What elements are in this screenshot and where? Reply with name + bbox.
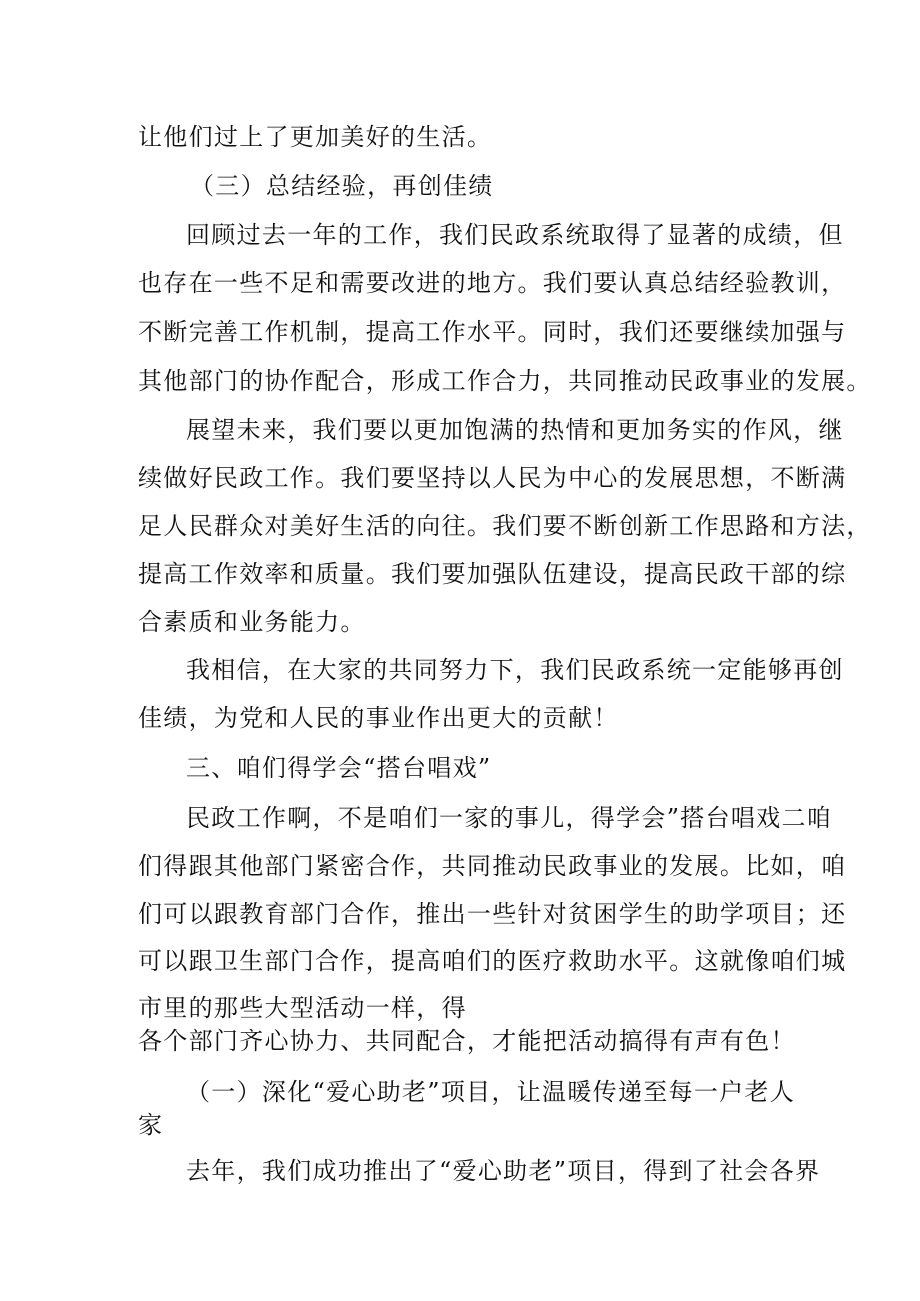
paragraph-line: 让他们过上了更加美好的生活。 — [138, 123, 493, 151]
paragraph-line: 们可以跟教育部门合作，推出一些针对贫困学生的助学项目；还 — [138, 900, 847, 928]
paragraph-line: 提高工作效率和质量。我们要加强队伍建设，提高民政干部的综 — [138, 560, 847, 588]
section-heading-continued: 家 — [138, 1111, 164, 1139]
paragraph-line: 足人民群众对美好生活的向往。我们要不断创新工作思路和方法， — [138, 512, 872, 540]
paragraph-line: 市里的那些大型活动一样，得 — [138, 994, 467, 1022]
paragraph-line: 我相信，在大家的共同努力下，我们民政系统一定能够再创 — [186, 656, 844, 684]
chapter-heading: 三、咱们得学会“搭台唱戏” — [186, 754, 492, 782]
paragraph-line: 们得跟其他部门紧密合作，共同推动民政事业的发展。比如，咱 — [138, 852, 847, 880]
paragraph-line: 续做好民政工作。我们要坚持以人民为中心的发展思想，不断满 — [138, 464, 847, 492]
paragraph-line: 也存在一些不足和需要改进的地方。我们要认真总结经验教训， — [138, 269, 847, 297]
paragraph-line: 合素质和业务能力。 — [138, 608, 366, 636]
paragraph-line: 可以跟卫生部门合作，提高咱们的医疗救助水平。这就像咱们城 — [138, 947, 847, 975]
paragraph-line: 各个部门齐心协力、共同配合，才能把活动搞得有声有色！ — [138, 1027, 796, 1055]
paragraph-line: 不断完善工作机制，提高工作水平。同时，我们还要继续加强与 — [138, 318, 847, 346]
paragraph-line: 其他部门的协作配合，形成工作合力，共同推动民政事业的发展。 — [138, 367, 872, 395]
paragraph-line: 去年，我们成功推出了“爱心助老”项目，得到了社会各界 — [186, 1157, 821, 1185]
section-heading: （一）深化“爱心助老”项目，让温暖传递至每一户老人 — [186, 1078, 796, 1106]
paragraph-line: 民政工作啊，不是咱们一家的事儿，得学会”搭台唱戏二咱 — [186, 804, 833, 832]
section-heading: （三）总结经验，再创佳绩 — [190, 172, 494, 200]
paragraph-line: 展望未来，我们要以更加饱满的热情和更加务实的作风，继 — [186, 416, 844, 444]
paragraph-line: 回顾过去一年的工作，我们民政系统取得了显著的成绩，但 — [186, 221, 844, 249]
paragraph-line: 佳绩，为党和人民的事业作出更大的贡献！ — [138, 704, 619, 732]
